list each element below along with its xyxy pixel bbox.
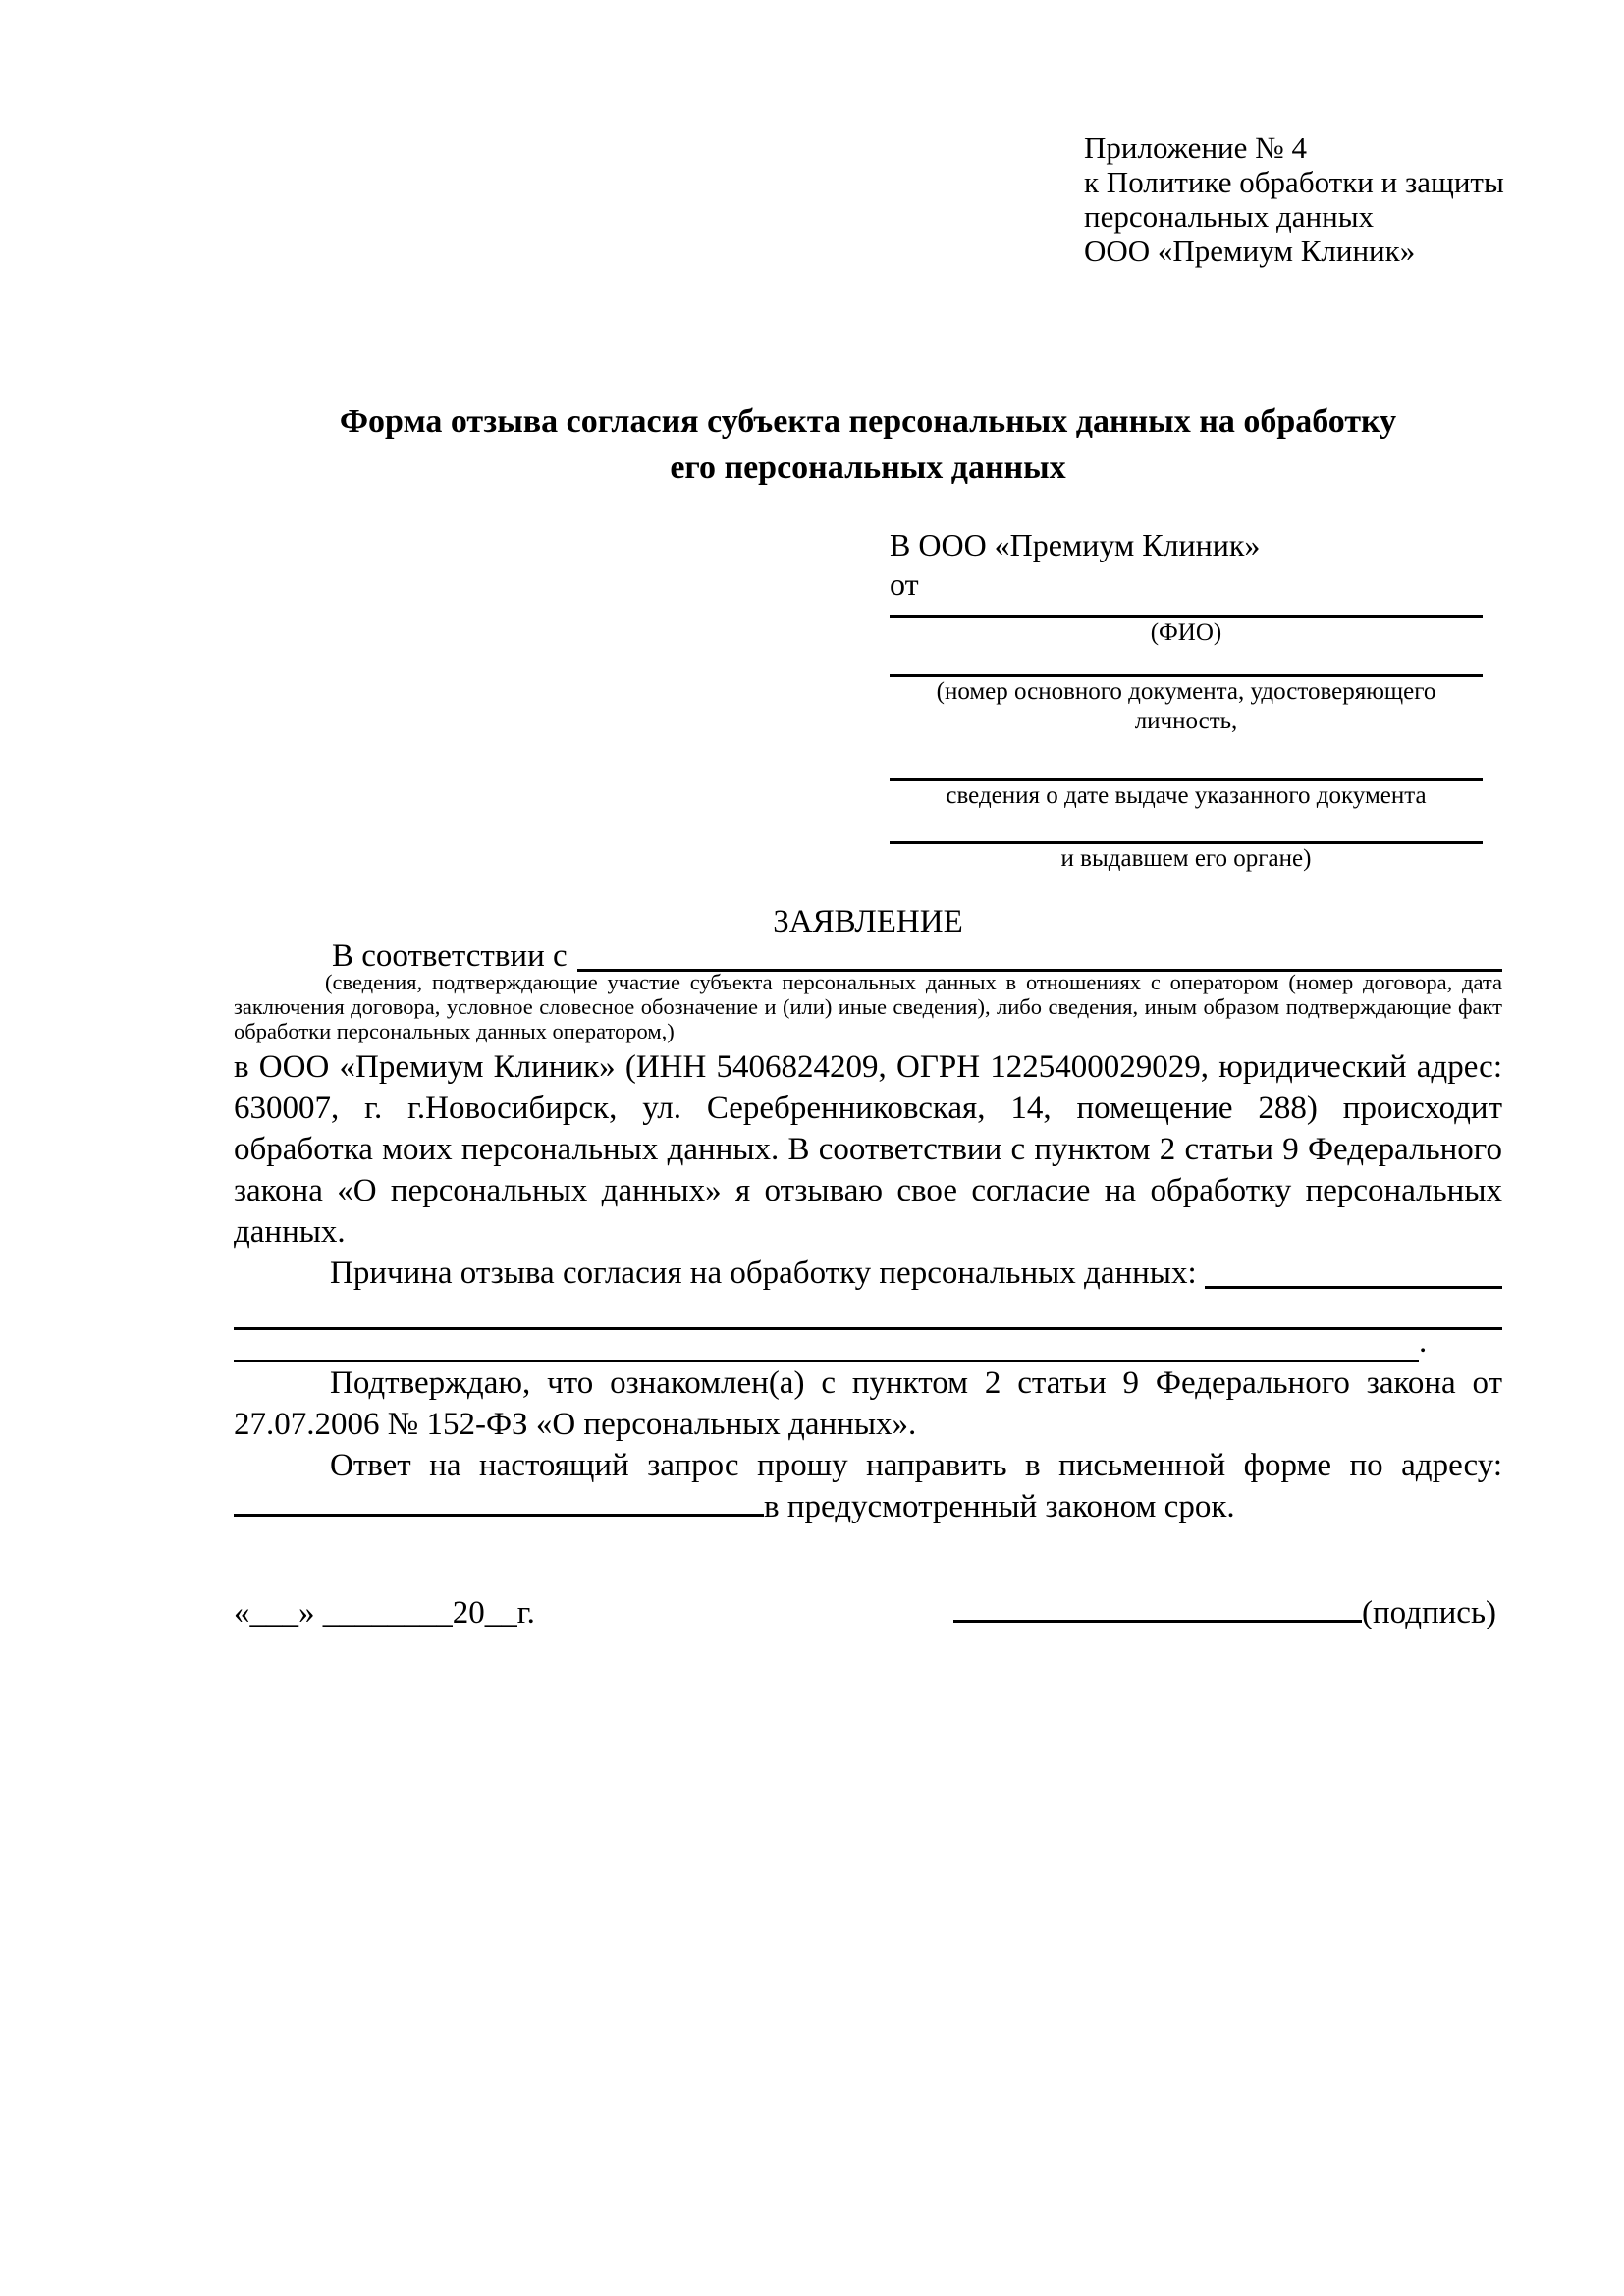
reason-blank-line (1205, 1286, 1502, 1289)
reason-blank-line-2 (234, 1294, 1502, 1330)
blank-line-period: . (1419, 1324, 1428, 1360)
fio-caption: (ФИО) (1150, 619, 1222, 646)
addressee-from-label: от (890, 566, 919, 602)
body-paragraph: в ООО «Премиум Клиник» (ИНН 5406824209, ОГРН 1225400029029, юридический адрес: 630007, г. г.Новосибирск, ул. Серебренниковская, 14, помещение 288) происходит обработка моих персональных данных. В соответствии с пунктом 2 статьи 9 Федерального закона «О персональных данных» я отзываю свое согласие на обработку персональных данных. (234, 1049, 1502, 1250)
issuing-authority-caption: и выдавшем его органе) (1060, 845, 1312, 872)
reply-request-paragraph: Ответ на настоящий запрос прошу направить в письменной форме по адресу: (330, 1448, 1502, 1483)
intro-prefix: В соответствии с (332, 938, 568, 974)
document-number-blank-line (890, 648, 1483, 677)
reason-blank-line-3-row (234, 1324, 1502, 1362)
addressee-to: В ООО «Премиум Клиник» (890, 527, 1261, 562)
signature-group (953, 1592, 1496, 1633)
statement-body-block (234, 1046, 1502, 1527)
signature-caption: (подпись) (1362, 1595, 1496, 1630)
reason-blank-line-3 (234, 1330, 1419, 1362)
confirmation-paragraph: Подтверждаю, что ознакомлен(а) с пунктом 2 статьи 9 Федерального закона от 27.07.2006 № 152-ФЗ «О персональных данных». (234, 1365, 1502, 1442)
statement-heading: ЗАЯВЛЕНИЕ (773, 904, 963, 939)
issue-date-blank-line (890, 736, 1483, 781)
document-title-line-2: его персональных данных (670, 450, 1066, 486)
footer-row (234, 1592, 1502, 1637)
document-title-line-1: Форма отзыва согласия субъекта персональных данных на обработку (339, 403, 1397, 440)
issue-date-caption: сведения о дате выдаче указанного документа (946, 782, 1427, 809)
appendix-reference-block (1084, 131, 1516, 268)
issuing-authority-blank-line (890, 811, 1483, 844)
organization-name-line: ООО «Премиум Клиник» (1084, 234, 1416, 268)
reason-row (234, 1253, 1502, 1294)
appendix-number-line: Приложение № 4 (1084, 131, 1307, 165)
addressee-block (890, 524, 1483, 874)
signature-blank-line (953, 1620, 1362, 1623)
document-title (234, 399, 1502, 491)
footnote-text: (сведения, подтверждающие участие субъекта персональных данных в отношениях с оператором (номер договора, дата заключения договора, условное словесное обозначение и (или) иные сведения), либо сведения, иным образом подтверждающие факт обработки персональных данных оператором,) (234, 970, 1502, 1043)
document-number-caption: (номер основного документа, удостоверяющего личность, (936, 678, 1436, 734)
address-blank-line (234, 1514, 764, 1517)
reason-label: Причина отзыва согласия на обработку персональных данных: (330, 1255, 1197, 1291)
date-blank: «___» ________20__г. (234, 1595, 535, 1630)
policy-reference-line-2: персональных данных (1084, 199, 1375, 234)
reply-address-row (234, 1486, 1502, 1527)
reply-suffix: в предусмотренный законом срок. (764, 1489, 1235, 1524)
policy-reference-line: к Политике обработки и защиты (1084, 165, 1504, 199)
fio-blank-line (890, 603, 1483, 618)
